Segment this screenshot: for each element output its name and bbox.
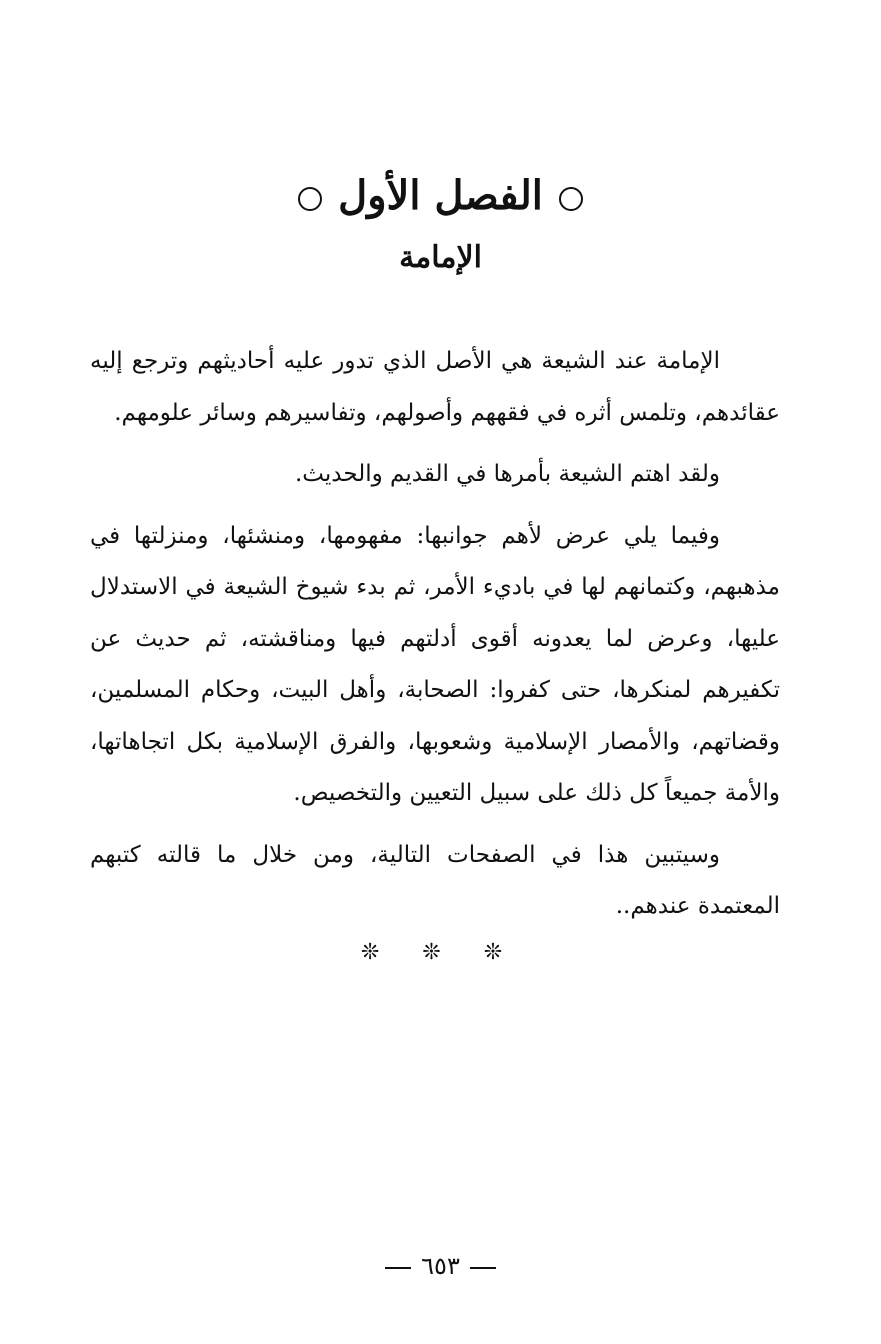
body-text: [90, 336, 780, 943]
paragraph: الإمامة عند الشيعة هي الأصل الذي تدور عليه أحاديثهم وترجع إليه عقائدهم، وتلمس أثره في فقههم وأصولهم، وتفاسيرهم وسائر علومهم.: [90, 348, 780, 426]
chapter-title: الفصل الأول: [338, 172, 543, 219]
page-footer: [0, 1252, 881, 1280]
page-number: ٦٥٣: [421, 1252, 460, 1280]
circle-ornament-right: [559, 187, 583, 211]
section-separator: ❊ ❊ ❊: [360, 940, 521, 965]
paragraph: وفيما يلي عرض لأهم جوانبها: مفهومها، ومنشئها، ومنزلتها في مذهبهم، وكتمانهم لها في باديء الأمر، ثم بدء شيوخ الشيعة في الاستدلال عليها، وعرض لما يعدونه أقوى أدلتهم فيها ومناقشته، ثم حديث عن تكفيرهم لمنكرها، حتى كفروا: الصحابة، وأهل البيت، وحكام المسلمين، وقضاتهم، والأمصار الإسلامية وشعوبها، والفرق الإسلامية بكل اتجاهاتها، والأمة جميعاً كل ذلك على سبيل التعيين والتخصيص.: [90, 522, 780, 806]
chapter-heading: [0, 168, 881, 224]
dash-right: [470, 1267, 496, 1269]
section-subtitle: الإمامة: [399, 240, 482, 275]
paragraph: وسيتبين هذا في الصفحات التالية، ومن خلال ما قالته كتبهم المعتمدة عندهم..: [90, 841, 780, 919]
circle-ornament-left: [298, 187, 322, 211]
paragraph: ولقد اهتم الشيعة بأمرها في القديم والحديث.: [295, 461, 720, 487]
dash-left: [385, 1267, 411, 1269]
